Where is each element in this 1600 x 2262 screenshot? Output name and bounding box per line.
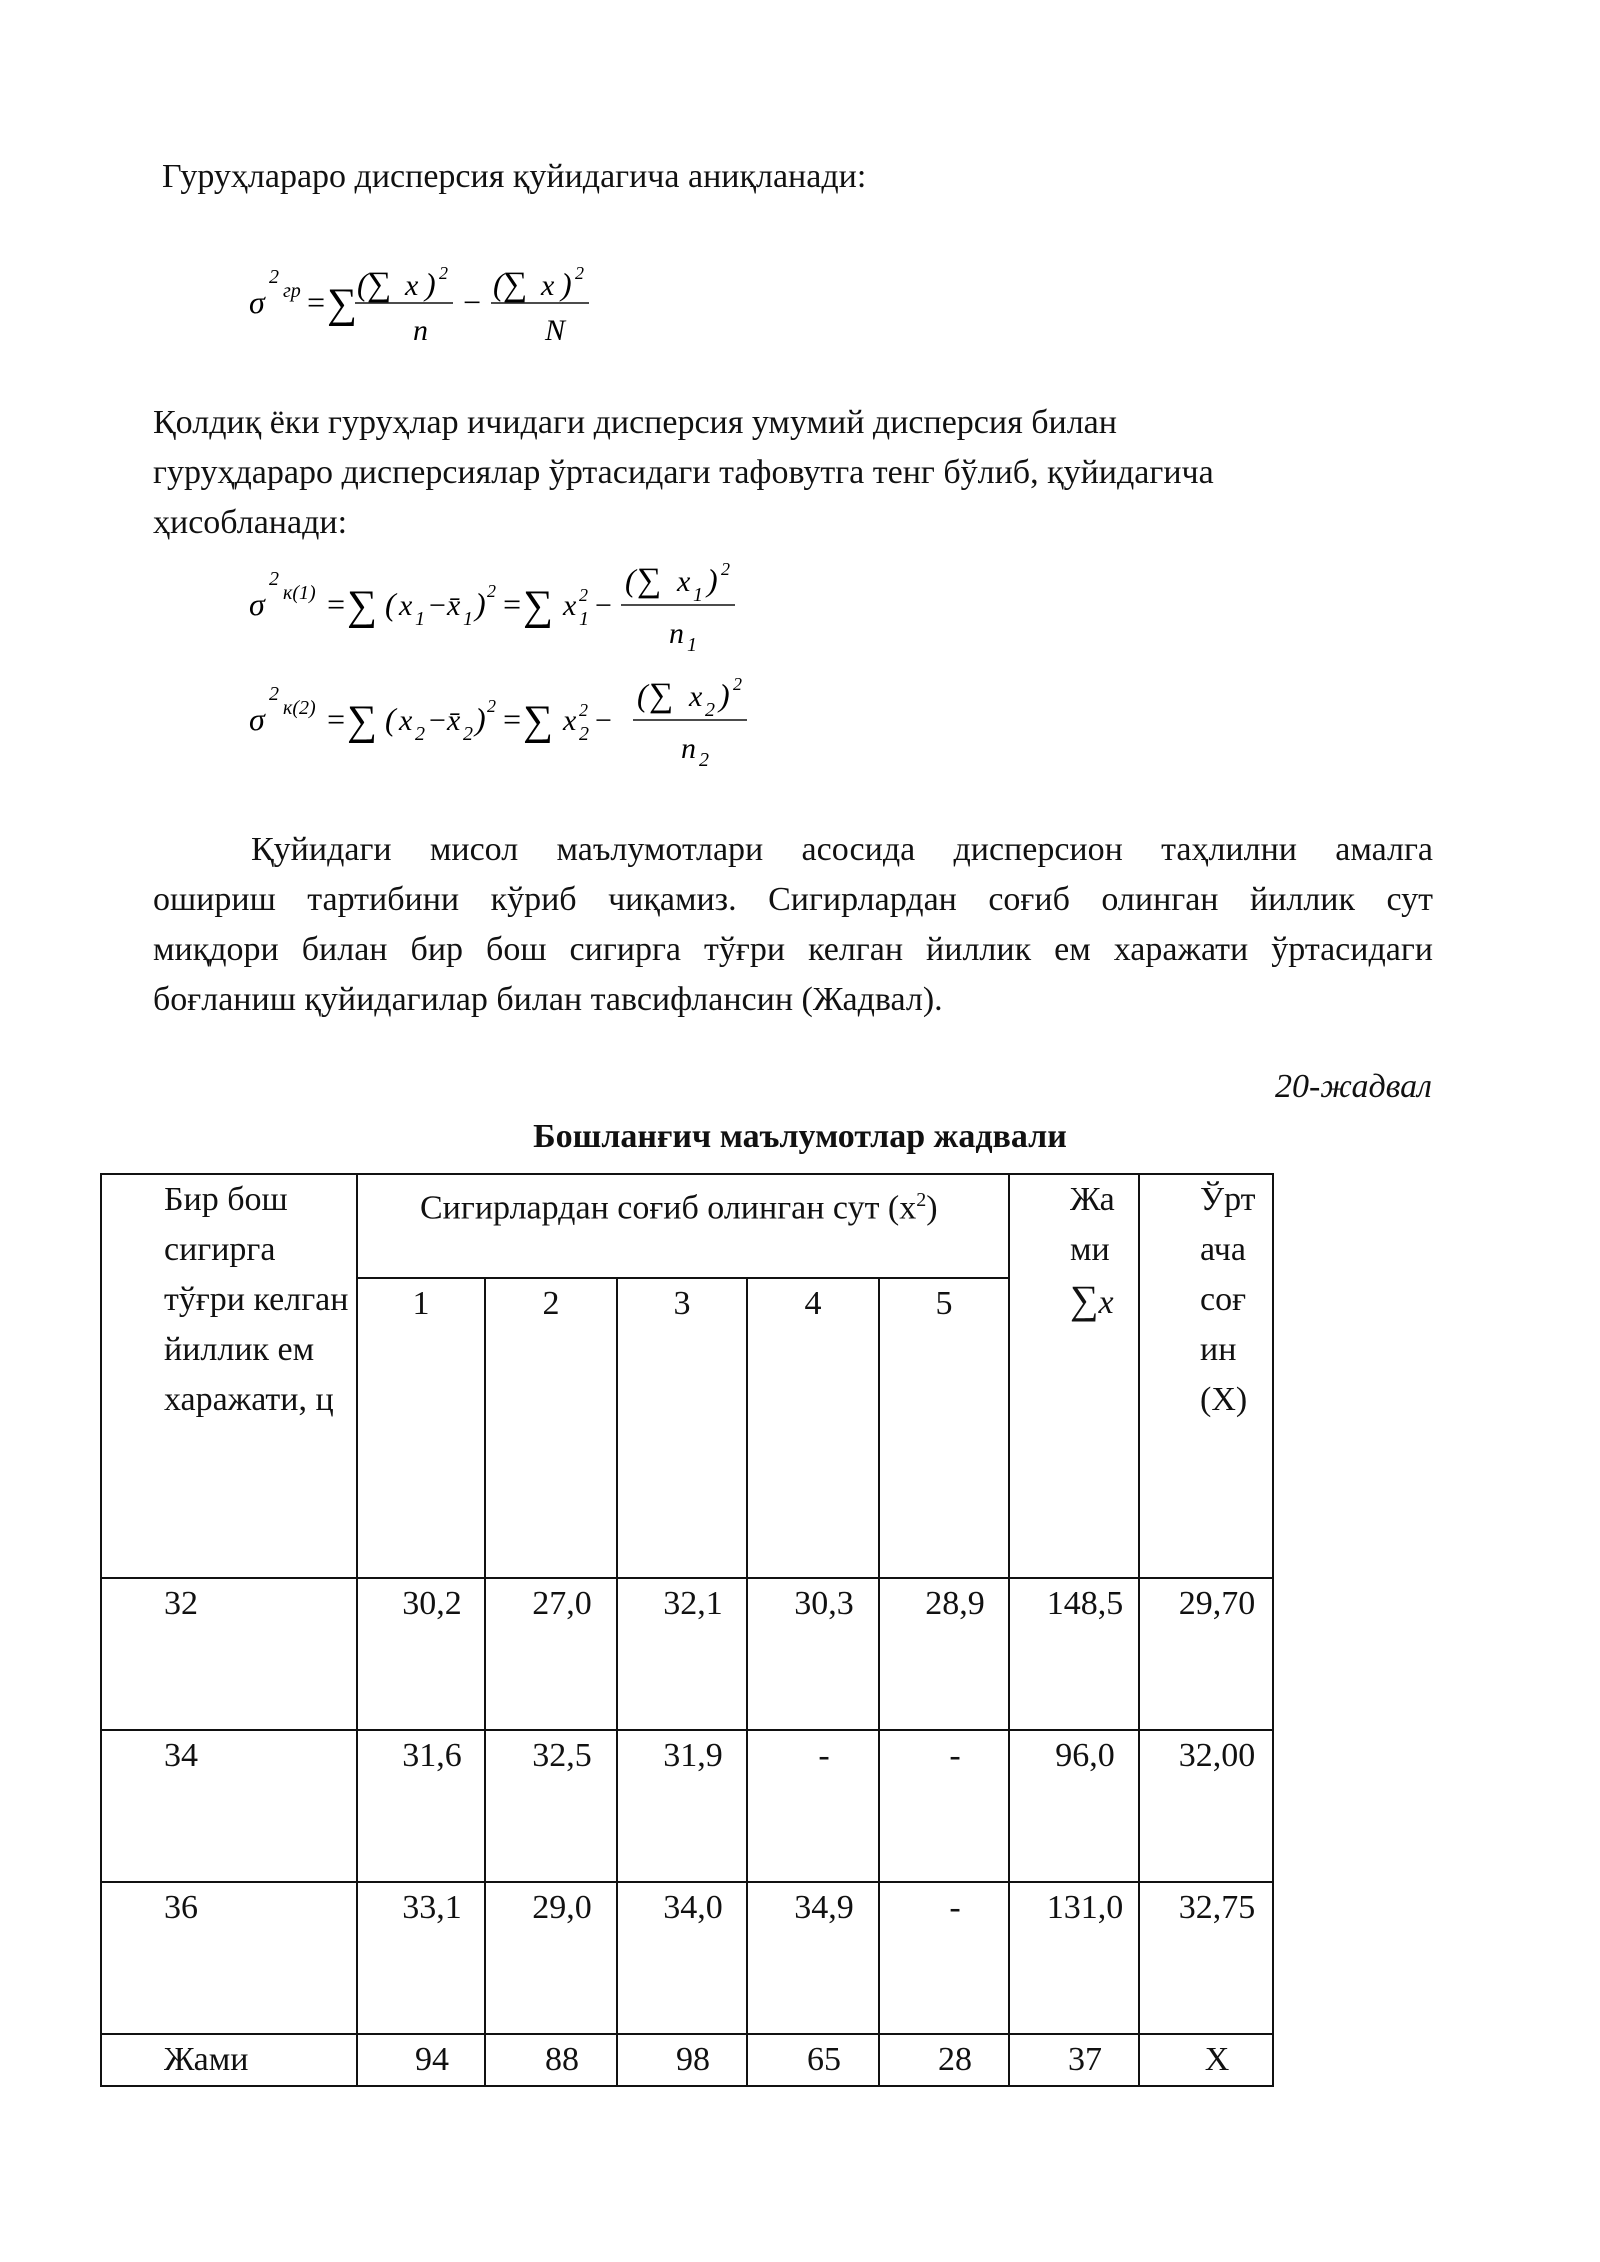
subheader-cell: 3 xyxy=(617,1278,747,1578)
sum-symbol: ∑ xyxy=(1070,1277,1099,1322)
row-value: 34,0 xyxy=(617,1882,747,2034)
svg-text:−: − xyxy=(461,284,483,320)
svg-text:2: 2 xyxy=(269,266,279,288)
svg-text:x: x xyxy=(689,680,703,713)
row-value: 33,1 xyxy=(357,1882,485,2034)
svg-text:к(2): к(2) xyxy=(283,697,316,719)
footer-total: 37 xyxy=(1009,2034,1139,2086)
header-total-formula xyxy=(1070,1275,1130,1328)
footer-value: 65 xyxy=(747,2034,879,2086)
footer-value: 98 xyxy=(617,2034,747,2086)
paragraph2-line2: гуруҳдараро дисперсиялар ўртасидаги тафовутга тенг бўлиб, қуйидагича xyxy=(153,454,1214,491)
header-total xyxy=(1009,1174,1139,1578)
svg-text:=: = xyxy=(305,284,327,320)
row-value: 31,9 xyxy=(617,1730,747,1882)
svg-text:∑: ∑ xyxy=(637,562,662,599)
sum-x: x xyxy=(1098,1284,1114,1321)
row-value: 30,2 xyxy=(357,1578,485,1730)
row-total: 96,0 xyxy=(1009,1730,1139,1882)
svg-text:2: 2 xyxy=(575,263,584,283)
svg-text:σ: σ xyxy=(249,701,265,737)
svg-text:x: x xyxy=(563,589,577,622)
row-value: 34,9 xyxy=(747,1882,879,2034)
svg-text:): ) xyxy=(719,677,730,713)
svg-text:x: x xyxy=(541,269,555,302)
svg-text:−: − xyxy=(593,589,614,622)
table-row xyxy=(101,1730,1273,1882)
svg-text:2: 2 xyxy=(699,749,709,771)
svg-text:x: x xyxy=(677,565,691,598)
footer-value: 88 xyxy=(485,2034,617,2086)
svg-text:=: = xyxy=(325,701,347,737)
header-average: Ўртача соғин (X) xyxy=(1139,1174,1273,1578)
header-milk-group xyxy=(357,1174,1009,1278)
data-table xyxy=(100,1173,1274,2087)
svg-text:): ) xyxy=(561,266,572,302)
header-feed-cost: Бир бош сигирга тўғри келган йиллик ем харажати, ц xyxy=(101,1174,357,1578)
subheader-cell: 5 xyxy=(879,1278,1009,1578)
row-value: - xyxy=(747,1730,879,1882)
header-milk-group-text: Сигирлардан соғиб олинган сут (x xyxy=(420,1189,917,1227)
paragraph2-line1: Қолдиқ ёки гуруҳлар ичидаги дисперсия умумий дисперсия билан xyxy=(153,404,1117,441)
svg-text:): ) xyxy=(425,266,436,302)
svg-text:2: 2 xyxy=(579,723,589,745)
svg-text:−: − xyxy=(427,704,448,737)
row-value: 30,3 xyxy=(747,1578,879,1730)
svg-text:∑: ∑ xyxy=(649,677,674,714)
svg-text:n: n xyxy=(669,617,684,650)
svg-text:2: 2 xyxy=(439,263,448,283)
header-milk-group-close: ) xyxy=(926,1189,938,1227)
svg-text:−: − xyxy=(427,589,448,622)
row-total: 148,5 xyxy=(1009,1578,1139,1730)
row-value: 32,5 xyxy=(485,1730,617,1882)
table-row xyxy=(101,1578,1273,1730)
table-title: Бошланғич маълумотлар жадвали xyxy=(533,1118,1067,1155)
svg-text:σ: σ xyxy=(249,586,265,622)
row-value: 31,6 xyxy=(357,1730,485,1882)
svg-text:2: 2 xyxy=(269,683,279,705)
row-value: 32,1 xyxy=(617,1578,747,1730)
table-row xyxy=(101,1882,1273,2034)
svg-text:(: ( xyxy=(385,701,396,737)
svg-text:x: x xyxy=(399,589,413,622)
svg-text:): ) xyxy=(475,586,486,622)
svg-text:(: ( xyxy=(493,266,504,302)
svg-text:=: = xyxy=(325,586,347,622)
svg-text:2: 2 xyxy=(463,723,473,745)
svg-text:x̄: x̄ xyxy=(447,704,461,737)
formula-intergroup-variance xyxy=(245,245,645,363)
svg-text:1: 1 xyxy=(415,608,425,630)
svg-text:x: x xyxy=(399,704,413,737)
svg-text:2: 2 xyxy=(579,585,588,605)
svg-text:(: ( xyxy=(385,586,396,622)
table-number: 20-жадвал xyxy=(1274,1068,1432,1105)
row-average: 32,75 xyxy=(1139,1882,1273,2034)
paragraph3-line3: миқдори билан бир бош сигирга тўғри келган йиллик ем харажати ўртасидаги xyxy=(153,931,1433,968)
row-value: - xyxy=(879,1730,1009,1882)
svg-text:2: 2 xyxy=(705,699,715,721)
footer-value: 94 xyxy=(357,2034,485,2086)
svg-text:∑: ∑ xyxy=(523,698,553,744)
svg-text:2: 2 xyxy=(415,723,425,745)
row-feed: 36 xyxy=(101,1882,357,2034)
svg-text:2: 2 xyxy=(721,559,730,579)
row-feed: 34 xyxy=(101,1730,357,1882)
svg-text:=: = xyxy=(501,586,523,622)
subheader-cell: 2 xyxy=(485,1278,617,1578)
header-milk-group-sup: 2 xyxy=(916,1189,927,1211)
svg-text:x: x xyxy=(563,704,577,737)
svg-text:∑: ∑ xyxy=(523,583,553,629)
svg-text:2: 2 xyxy=(733,674,742,694)
paragraph3-line4: боғланиш қуйидагилар билан тавсифлансин (Жадвал). xyxy=(153,981,943,1018)
paragraph3-line2: ошириш тартибини кўриб чиқамиз. Сигирлардан соғиб олинган йиллик сут xyxy=(153,881,1433,918)
svg-text:n: n xyxy=(681,732,696,765)
row-total: 131,0 xyxy=(1009,1882,1139,2034)
svg-text:σ: σ xyxy=(249,284,265,320)
svg-text:2: 2 xyxy=(487,581,496,601)
subheader-cell: 1 xyxy=(357,1278,485,1578)
footer-average: Х xyxy=(1139,2034,1273,2086)
formula1-svg xyxy=(245,245,645,355)
svg-text:1: 1 xyxy=(693,584,703,606)
svg-text:x: x xyxy=(405,269,419,302)
footer-value: 28 xyxy=(879,2034,1009,2086)
svg-text:к(1): к(1) xyxy=(283,582,316,604)
svg-text:1: 1 xyxy=(687,634,697,656)
svg-text:∑: ∑ xyxy=(347,698,377,744)
row-average: 29,70 xyxy=(1139,1578,1273,1730)
subheader-cell: 4 xyxy=(747,1278,879,1578)
header-total-label: Жами xyxy=(1070,1181,1115,1268)
formula2-svg xyxy=(245,545,805,775)
footer-label: Жами xyxy=(101,2034,357,2086)
svg-text:1: 1 xyxy=(579,608,589,630)
svg-text:): ) xyxy=(707,562,718,598)
svg-text:1: 1 xyxy=(463,608,473,630)
row-value: 27,0 xyxy=(485,1578,617,1730)
svg-text:(: ( xyxy=(357,266,368,302)
paragraph2-line3: ҳисобланади: xyxy=(153,504,348,541)
row-average: 32,00 xyxy=(1139,1730,1273,1882)
svg-text:(: ( xyxy=(625,562,636,598)
svg-text:(: ( xyxy=(637,677,648,713)
svg-text:=: = xyxy=(501,701,523,737)
svg-text:∑: ∑ xyxy=(367,266,392,303)
paragraph3-line1: Қуйидаги мисол маълумотлари асосида дисперсион таҳлилни амалга xyxy=(251,831,1433,868)
svg-text:∑: ∑ xyxy=(347,583,377,629)
row-feed: 32 xyxy=(101,1578,357,1730)
row-value: - xyxy=(879,1882,1009,2034)
table-footer-row xyxy=(101,2034,1273,2086)
svg-text:∑: ∑ xyxy=(327,281,357,327)
svg-text:2: 2 xyxy=(487,696,496,716)
svg-text:−: − xyxy=(593,704,614,737)
row-value: 28,9 xyxy=(879,1578,1009,1730)
svg-text:x̄: x̄ xyxy=(447,589,461,622)
svg-text:гр: гр xyxy=(283,280,301,302)
svg-text:2: 2 xyxy=(579,700,588,720)
svg-text:): ) xyxy=(475,701,486,737)
svg-text:2: 2 xyxy=(269,568,279,590)
svg-text:n: n xyxy=(413,314,428,347)
svg-text:N: N xyxy=(545,314,566,347)
svg-text:∑: ∑ xyxy=(503,266,528,303)
row-value: 29,0 xyxy=(485,1882,617,2034)
formula-residual-variance xyxy=(245,545,805,783)
intro-text: Гуруҳлараро дисперсия қуйидагича аниқланади: xyxy=(162,158,867,195)
